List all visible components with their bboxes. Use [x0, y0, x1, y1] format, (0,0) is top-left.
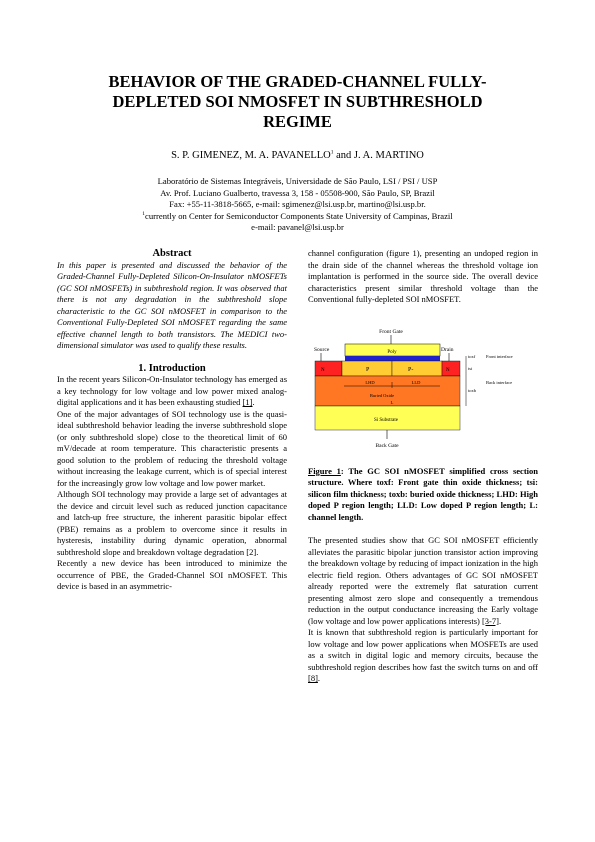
title-line: BEHAVIOR OF THE GRADED-CHANNEL FULLY-: [108, 72, 487, 91]
figure-caption: [308, 466, 538, 524]
intro-paragraph: Although SOI technology may provide a large set of advantages at the device and circuit level such as reduced junction capacitance and latch-up free structure, the inherent parasitic bipolar effect (PBE) remains as a problem to overcome since it results in hysteresis, instability during dynamic operation, abnormal subthreshold slope and breakdown voltage degradation [2].: [57, 489, 287, 557]
caption-text: : The GC SOI nMOSFET simplified cross section structure. Where toxf: Front gate thin oxide thickness; tsi: silicon film thickness; toxb: buried oxide thickness; LHD: High doped P region length; LLD: Low doped P region length; L: channel length.: [308, 465, 538, 522]
n-label: N: [321, 367, 325, 373]
intro-paragraph: Recently a new device has been introduced to minimize the occurrence of PBE, the Graded-Channel SOI nMOSFET. This device is based in an asymmetric-: [57, 558, 287, 591]
body-paragraph: [308, 535, 538, 627]
introduction-heading: 1. Introduction: [138, 362, 206, 374]
affiliation-line: e-mail: pavanel@lsi.usp.br: [251, 222, 344, 233]
affiliation-line: [60, 211, 535, 223]
paragraph-text: The presented studies show that GC SOI nMOSFET efficiently alleviates the parasitic bipolar junction transistor action improving the breakdown voltage by reducing of impact ionization in the high electric field region. Others advantages of GC SOI nMOSFET already reported were the extremely flat saturation current presenting almost zero slope and consequently a tremendous reduction in the output conductance increasing the Early voltage (low voltage and low power applications interests): [308, 535, 538, 626]
source-label: Source: [314, 346, 330, 353]
front-interface-label: Front interface: [486, 353, 513, 359]
p-minus-label: P-: [408, 366, 414, 373]
citation-link[interactable]: [8]: [308, 673, 318, 683]
paper-title: [60, 72, 535, 132]
title-line: DEPLETED SOI NMOSFET IN SUBTHRESHOLD: [112, 92, 483, 111]
author-names: S. P. GIMENEZ, M. A. PAVANELLO: [171, 150, 331, 161]
author-names: and J. A. MARTINO: [333, 150, 424, 161]
right-column: [308, 248, 538, 685]
tsi-label: tsi: [468, 365, 473, 371]
buried-oxide-label: Buried Oxide: [369, 392, 395, 398]
affiliation: [60, 176, 535, 234]
citation-link[interactable]: [1]: [242, 397, 253, 407]
punctuation: .: [498, 615, 502, 626]
n-label: N: [446, 367, 450, 373]
abstract-text: In this paper is presented and discussed the behavior of the Graded-Channel Fully-Depleted Silicon-On-Insulator nMOSFETs (GC SOI nMOSFETs) in subthreshold region. It was observed that there is not any degradation in the subthreshold slope characteristic to the GC SOI nMOSFET in comparison to the Conventional Fully-Depleted SOI nMOSFET regarding the same effective channel length to both transistors. The MEDICI two-dimensional simulator was used to qualify these results.: [57, 259, 287, 350]
buried-oxide: [315, 376, 460, 406]
punctuation: .: [317, 673, 321, 683]
lld-label: LLD: [411, 379, 421, 385]
drain-n-region: [442, 361, 460, 376]
body-paragraph: channel configuration (figure 1), presenting an undoped region in the drain side of the channel whereas the threshold voltage ion implantation is performed in the source side. The overall device characteristics present similar threshold voltage than the Conventional fully-depleted SOI nMOSFET.: [308, 248, 538, 304]
caption-label: Figure 1: [308, 465, 341, 476]
body-paragraph: [308, 627, 538, 685]
citation-link[interactable]: [3-7]: [481, 615, 499, 626]
affiliation-text: currently on Center for Semiconductor Components State University of Campinas, Brazil: [145, 210, 453, 221]
left-column: [57, 248, 287, 593]
paragraph-text: In the recent years Silicon-On-Insulator technology has emerged as a key technology for low voltage and low power mixed analog-digital applications and it has been exhausting studied: [57, 374, 287, 407]
poly-label: Poly: [387, 349, 397, 355]
title-line: REGIME: [263, 112, 332, 131]
back-interface-label: Back interface: [486, 379, 513, 385]
toxb-label: toxb: [468, 387, 477, 393]
substrate-label: Si Substrate: [373, 417, 399, 423]
device-cross-section: [308, 326, 538, 460]
abstract-heading: Abstract: [152, 248, 192, 259]
p-minus-region: [392, 361, 442, 376]
affiliation-mark: 1: [142, 210, 146, 217]
channel-length-label: L: [390, 399, 394, 405]
back-gate-label: Back Gate: [375, 442, 399, 449]
affiliation-line: Laboratório de Sistemas Integráveis, Universidade de São Paulo, LSI / PSI / USP: [157, 176, 438, 186]
source-n-region: [315, 361, 342, 376]
authors: [60, 150, 535, 161]
toxf-label: toxf: [468, 353, 476, 359]
paragraph-text: It is known that subthreshold region is particularly important for low voltage and low power applications when MOSFETs are used as a switch in digital logic and memory circuits, because the subthreshold region describes how fast the switch turns on and off: [308, 627, 538, 672]
drain-label: Drain: [441, 346, 454, 353]
punctuation: .: [252, 397, 255, 407]
affiliation-line: Av. Prof. Luciano Gualberto, travessa 3, 158 - 05508-900, São Paulo, SP, Brazil: [160, 187, 435, 198]
gate-oxide: [345, 356, 440, 361]
affiliation-line: Fax: +55-11-3818-5665, e-mail: sgimenez@lsi.usp.br, martino@lsi.usp.br.: [169, 199, 426, 210]
front-gate-label: Front Gate: [379, 328, 403, 335]
figure-1: [308, 326, 538, 460]
intro-paragraph: [57, 374, 287, 409]
p-label: P: [366, 366, 370, 373]
intro-paragraph: One of the major advantages of SOI technology use is the quasi-ideal subthreshold behavior leading the inverse subthreshold slope (or only subthreshold slope) close to the theoretical limit of 60 mV/decade at room temperature. This characteristic presents a good solution to the problem of reducing the threshold voltage without increasing the leakage current, which is of special interest for the increasingly grow low voltage and low power market.: [57, 408, 287, 488]
lhd-label: LHD: [365, 379, 375, 385]
affiliation-mark: 1: [330, 149, 334, 156]
